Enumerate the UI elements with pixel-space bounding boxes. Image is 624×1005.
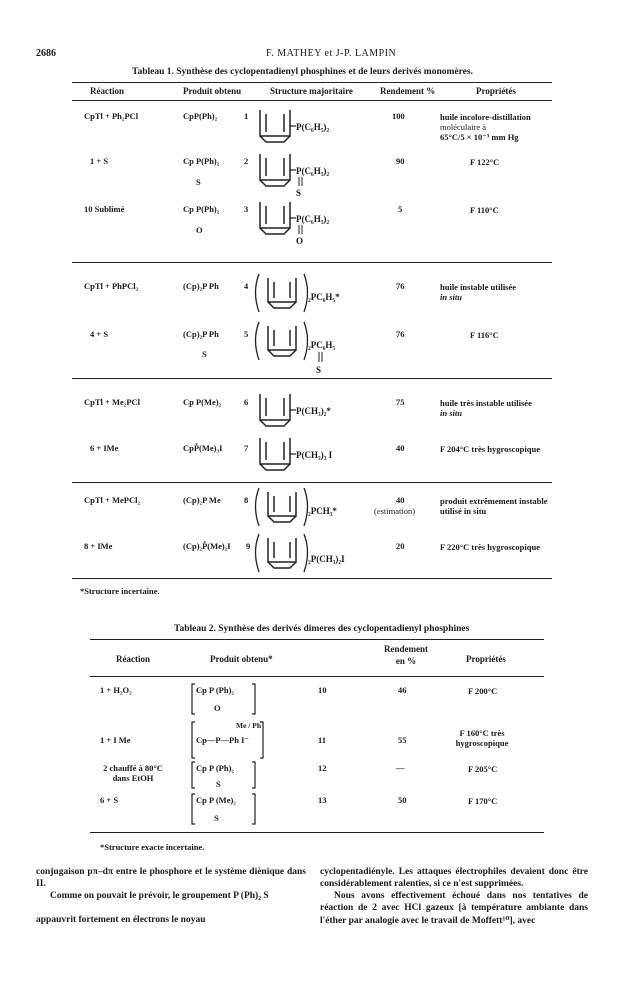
t1-row5-product: (Cp)₂P Ph <box>183 329 219 339</box>
t1-row8-num: 8 <box>244 495 249 505</box>
t2-row4-reaction: 6 + S <box>100 795 119 805</box>
table1-group-rule-2 <box>72 378 552 379</box>
t1-row1-prop-line3: 65°C/5 × 10⁻³ mm Hg <box>440 132 519 143</box>
t1-row8-yield: 40 <box>396 495 405 505</box>
t1-row9-product: (Cp)₂P̊(Me)₂I <box>183 541 231 551</box>
t1-row8-prop-line1: produit extrêmement instable <box>440 496 548 506</box>
t1-row6-group: P(CH₃)₂* <box>296 406 331 416</box>
t1-row4-props <box>440 282 516 302</box>
t1-row6-cyclopentadiene-structure <box>256 390 376 432</box>
t2-row4-num: 13 <box>318 795 327 805</box>
t1-row4-prop-insitu: in situ <box>440 292 462 303</box>
t1-col-reaction: Réaction <box>90 86 124 96</box>
t2-col-product: Produit obtenu* <box>210 654 273 664</box>
t2-row2-num: 11 <box>318 735 327 745</box>
t1-row3-group: P(C₆H₅)₂ <box>296 214 330 224</box>
t2-row2-reaction: 1 + I Me <box>100 735 131 745</box>
t2-row2-props: F 160°C très hygroscopique <box>455 728 509 749</box>
t2-row2-product-sub: Me / Ph <box>236 721 261 730</box>
table1-top-rule <box>72 82 552 83</box>
t1-row5-props: F 116°C <box>470 330 499 340</box>
t2-col-props: Propriétés <box>466 654 506 664</box>
t1-row5-yield: 76 <box>396 329 405 339</box>
t1-row3-num: 3 <box>244 204 249 214</box>
t1-row4-reaction: CpTl + PhPCl₂ <box>84 281 139 291</box>
t1-row4-dicyclopentadiene-structure <box>254 270 384 320</box>
t1-row2-props: F 122°C <box>470 157 500 167</box>
t1-row4-prop-line1: huile instable utilisée <box>440 282 517 292</box>
t1-row4-yield: 76 <box>396 281 405 291</box>
t1-row3-product: Cp P(Ph)₂ <box>183 204 220 214</box>
t1-row4-num: 4 <box>244 281 249 291</box>
t1-row2-num: 2 <box>244 156 249 166</box>
table1-footnote: *Structure incertaine. <box>80 586 160 596</box>
t2-row1-num: 10 <box>318 685 327 695</box>
t2-row1-yield: 46 <box>398 685 407 695</box>
t1-row1-reaction: CpTl + Ph₂PCl <box>84 111 139 121</box>
t1-row2-sub: S <box>296 188 302 198</box>
t1-row6-yield: 75 <box>396 397 405 407</box>
t1-row4-group: ₂PC₆H₅* <box>308 292 340 302</box>
t1-col-product: Produit obtenu <box>183 86 242 96</box>
t2-row1-reaction: 1 + H₂O₂ <box>100 685 132 695</box>
body-right-para1: cyclopentadiényle. Les attaques électrophiles devaient donc être considérablement ralenties, si ce n'est supprimées. <box>320 867 588 890</box>
t1-row9-num: 9 <box>246 541 251 551</box>
t1-row4-product: (Cp)₂P Ph <box>183 281 219 291</box>
t2-col-reaction: Réaction <box>116 654 150 664</box>
t1-row2-yield: 90 <box>396 156 405 166</box>
t1-row1-group: P(C₆H₅)₂ <box>296 122 330 132</box>
t1-col-structure: Structure majoritaire <box>270 86 353 96</box>
table1-bottom-rule <box>72 578 552 579</box>
t1-row9-props: F 220°C très hygroscopique <box>440 542 540 552</box>
t1-row8-prop-line2: utilisé in situ <box>440 506 487 517</box>
table1-group-rule-1 <box>72 262 552 263</box>
t1-row5-reaction: 4 + S <box>90 329 109 339</box>
t1-row5-dicyclopentadiene-structure <box>254 318 384 380</box>
t1-row5-sub: S <box>316 365 322 375</box>
t1-row3-yield: 5 <box>398 204 403 214</box>
t1-row9-group: ₂P(CH₃)₂I <box>308 554 345 564</box>
t1-row2-cyclopentadiene-structure <box>256 150 376 200</box>
t1-row8-group: ₂PCH₃* <box>308 506 337 516</box>
t1-row1-product: CpP(Ph)₂ <box>183 111 218 121</box>
t1-row1-props <box>440 112 531 143</box>
body-left-para3: appauvrit fortement en électrons le noyau <box>36 915 206 926</box>
t1-row5-num: 5 <box>244 329 249 339</box>
t1-row1-yield: 100 <box>392 111 405 121</box>
t1-row8-dicyclopentadiene-structure <box>254 484 384 534</box>
page-number: 2686 <box>36 48 56 59</box>
t1-row7-num: 7 <box>244 443 249 453</box>
t1-row8-props <box>440 496 548 516</box>
table2-caption: Tableau 2. Synthèse des derivés dimeres des cyclopentadienyl phosphines <box>174 624 470 634</box>
t2-row4-product: Cp P (Me)₂ <box>196 795 236 805</box>
t1-row3-sub: O <box>296 236 304 246</box>
t1-row3-product-sub: O <box>196 225 203 235</box>
table1-group-rule-3 <box>72 482 552 483</box>
t1-row8-yield-sub: (estimation) <box>374 506 416 516</box>
t1-row7-group: P(CH₃)₃ I <box>296 450 333 460</box>
t1-row1-prop-line1: huile incolore-distillation <box>440 112 531 122</box>
t2-row3-product: Cp P (Ph)₂ <box>196 763 234 773</box>
t1-row7-reaction: 6 + IMe <box>90 443 119 453</box>
t2-row3-reaction: 2 chauffé à 80°C dans EtOH <box>103 763 163 783</box>
t1-row6-num: 6 <box>244 397 249 407</box>
t1-row6-prop-line1: huile très instable utilisée <box>440 398 532 408</box>
t1-row1-prop-line2: moléculaire à <box>440 122 487 133</box>
t2-row4-yield: 50 <box>398 795 407 805</box>
t1-col-props: Propriétés <box>476 86 516 96</box>
t1-row7-yield: 40 <box>396 443 405 453</box>
t1-row9-dicyclopentadiene-structure <box>254 530 394 580</box>
t1-row2-reaction: 1 + S <box>90 156 109 166</box>
t2-row3-num: 12 <box>318 763 327 773</box>
table2-head-rule <box>90 676 544 677</box>
t2-row1-product-sub: O <box>214 703 221 713</box>
body-right-para2: Nous avons effectivement échoué dans nos tentatives de réaction de 2 avec HCl gazeux [à température ambiante dans l'éther par analogie avec le travail de Moffett¹⁰], avec <box>320 891 588 926</box>
t1-row6-product: Cp P(Me)₂ <box>183 397 222 407</box>
table1-caption: Tableau 1. Synthèse des cyclopentadienyl phosphines et de leurs derivés monomères. <box>132 67 473 77</box>
t2-row4-product-sub: S <box>214 813 219 823</box>
t2-row3-yield: — <box>396 763 405 773</box>
t1-row1-num: 1 <box>244 111 249 121</box>
table2-top-rule <box>90 639 544 640</box>
t1-row6-prop-insitu: in situ <box>440 408 462 419</box>
t1-row8-reaction: CpTl + MePCl₂ <box>84 495 141 505</box>
t2-col-yield: Rendement en % <box>384 644 428 666</box>
t1-row8-product: (Cp)₂P Me <box>183 495 221 505</box>
t2-row3-props: F 205°C <box>468 764 498 774</box>
body-left-para2: Comme on pouvait le prévoir, le groupement P (Ph)₂ S <box>50 891 269 902</box>
table1-head-rule <box>72 100 552 101</box>
body-left-column <box>36 866 306 927</box>
t1-row9-reaction: 8 + IMe <box>84 541 113 551</box>
t1-row3-cyclopentadiene-structure <box>256 198 376 248</box>
t1-row5-group: ₂PC₆H₅ <box>308 340 336 350</box>
table2-bottom-rule <box>90 832 544 833</box>
t1-row7-props: F 204°C très hygroscopique <box>440 444 540 454</box>
t1-row2-product-sub: S <box>196 177 201 187</box>
body-right-column <box>320 866 588 927</box>
t1-row2-group: P(C₆H₅)₂ <box>296 166 330 176</box>
t1-row6-props <box>440 398 532 418</box>
t1-row7-product: CpP̊(Me)₃I <box>183 443 223 453</box>
t2-row2-product: Cp—P—Ph I⁻ <box>196 735 249 745</box>
t2-row3-product-sub: S <box>216 779 221 789</box>
t2-row1-props: F 200°C <box>468 686 498 696</box>
t1-row3-reaction: 10 Sublimé <box>84 204 125 214</box>
table2-footnote: *Structure exacte incertaine. <box>100 842 205 852</box>
t1-col-yield: Rendement % <box>380 86 436 96</box>
t2-row1-product: Cp P (Ph)₂ <box>196 685 234 695</box>
t1-row2-product: Cp P(Ph)₂ <box>183 156 220 166</box>
t1-row9-yield: 20 <box>396 541 405 551</box>
t1-row1-cyclopentadiene-structure <box>256 106 376 146</box>
t1-row5-product-sub: S <box>202 349 207 359</box>
body-left-para1: conjugaison pπ–dπ entre le phosphore et le système diènique dans II. <box>36 867 306 890</box>
t1-row3-props: F 110°C <box>470 205 499 215</box>
t1-row6-reaction: CpTl + Me₂PCl <box>84 397 141 407</box>
running-title: F. MATHEY et J-P. LAMPIN <box>266 48 397 59</box>
t2-row4-props: F 170°C <box>468 796 498 806</box>
t2-row2-yield: 55 <box>398 735 407 745</box>
t1-row7-cyclopentadiene-structure <box>256 434 386 476</box>
